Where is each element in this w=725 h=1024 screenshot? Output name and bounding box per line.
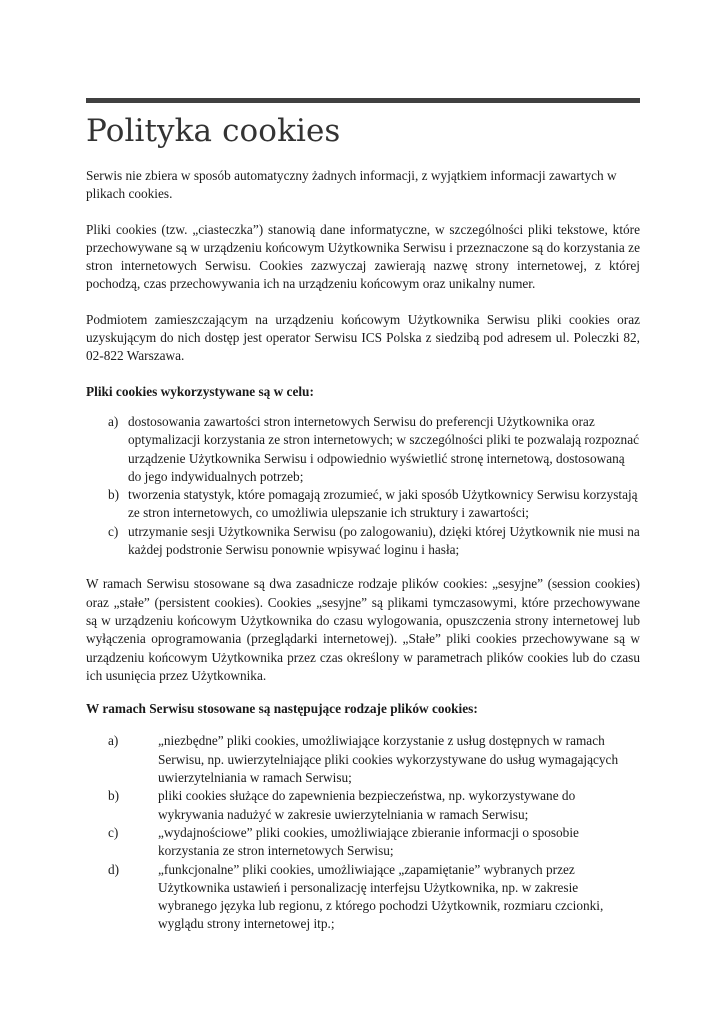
list-item-text: „wydajnościowe” pliki cookies, umożliwiające zbieranie informacji o sposobie korzystania ze stron internetowych Serwisu; <box>158 824 579 859</box>
list-item <box>86 523 640 560</box>
list-item-text: „funkcjonalne” pliki cookies, umożliwiające „zapamiętanie” wybranych przez Użytkownika ustawień i personalizację interfejsu Użytkownika, np. w zakresie wybranego języka lub regionu, z którego pochodzi Użytkownik, rozmiaru czcionki, wyglądu strony internetowej itp.; <box>158 861 604 932</box>
list-item-label: b) <box>108 788 120 804</box>
list-item <box>86 486 640 523</box>
purposes-list <box>86 413 640 559</box>
page-title: Polityka cookies <box>86 113 341 149</box>
document-page <box>86 98 640 934</box>
paragraph-operator: Podmiotem zamieszczającym na urządzeniu końcowym Użytkownika Serwisu pliki cookies oraz uzyskującym do nich dostęp jest operator Serwisu ICS Polska z siedzibą pod adresem ul. Poleczki 82, 02-822 Warszawa. <box>86 311 640 364</box>
list-item <box>86 824 640 861</box>
list-item <box>86 413 640 486</box>
list-item-label: c) <box>108 824 119 840</box>
list-item <box>86 787 640 824</box>
paragraph-intro: Serwis nie zbiera w sposób automatyczny żadnych informacji, z wyjątkiem informacji zawartych w plikach cookies. <box>86 168 617 202</box>
paragraph-cookie-kinds: W ramach Serwisu stosowane są dwa zasadnicze rodzaje plików cookies: „sesyjne” (session cookies) oraz „stałe” (persistent cookies). Cookies „sesyjne” są plikami tymczasowymi, które przechowywane są w urządzeniu końcowym Użytkownika do czasu wylogowania, opuszczenia strony internetowej lub wyłączenia oprogramowania (przeglądarki internetowej). „Stałe” pliki cookies przechowywane są w urządzeniu końcowym Użytkownika przez czas określony w parametrach plików cookies lub do czasu ich usunięcia przez Użytkownika. <box>86 576 640 683</box>
list-item-label: a) <box>108 413 119 429</box>
list-item-label: b) <box>108 487 120 503</box>
list-item-label: c) <box>108 523 119 539</box>
heading-purposes: Pliki cookies wykorzystywane są w celu: <box>86 383 314 399</box>
list-item <box>86 732 640 787</box>
list-item-text: „niezbędne” pliki cookies, umożliwiające korzystanie z usług dostępnych w ramach Serwisu, np. uwierzytelniające pliki cookies wykorzystywane do usług wymagających uwierzytelniania w ramach Serwisu; <box>158 733 619 786</box>
title-rule <box>86 98 640 103</box>
heading-types: W ramach Serwisu stosowane są następujące rodzaje plików cookies: <box>86 701 478 717</box>
list-item-text: utrzymanie sesji Użytkownika Serwisu (po zalogowaniu), dzięki której Użytkownik nie musi na każdej podstronie Serwisu ponownie wpisywać loginu i hasła; <box>128 523 640 558</box>
list-item-text: tworzenia statystyk, które pomagają zrozumieć, w jaki sposób Użytkownicy Serwisu korzystają ze stron internetowych, co umożliwia ulepszanie ich struktury i zawartości; <box>128 487 638 521</box>
list-item-label: a) <box>108 733 119 749</box>
paragraph-definition: Pliki cookies (tzw. „ciasteczka”) stanowią dane informatyczne, w szczególności pliki tekstowe, które przechowywane są w urządzeniu końcowym Użytkownika Serwisu i przeznaczone są do korzystania ze stron internetowych Serwisu. Cookies zazwyczaj zawierają nazwę strony internetowej, z której pochodzą, czas przechowywania ich na urządzeniu końcowym oraz unikalny numer. <box>86 221 640 292</box>
list-item-text: pliki cookies służące do zapewnienia bezpieczeństwa, np. wykorzystywane do wykrywania nadużyć w zakresie uwierzytelniania w ramach Serwisu; <box>158 788 576 822</box>
types-list <box>86 732 640 933</box>
list-item-label: d) <box>108 861 120 877</box>
list-item-text: dostosowania zawartości stron internetowych Serwisu do preferencji Użytkownika oraz optymalizacji korzystania ze stron internetowych; w szczególności pliki te pozwalają rozpoznać urządzenie Użytkownika Serwisu i odpowiednio wyświetlić stronę internetową, dostosowaną do jego indywidualnych potrzeb; <box>128 413 639 484</box>
list-item <box>86 861 640 934</box>
